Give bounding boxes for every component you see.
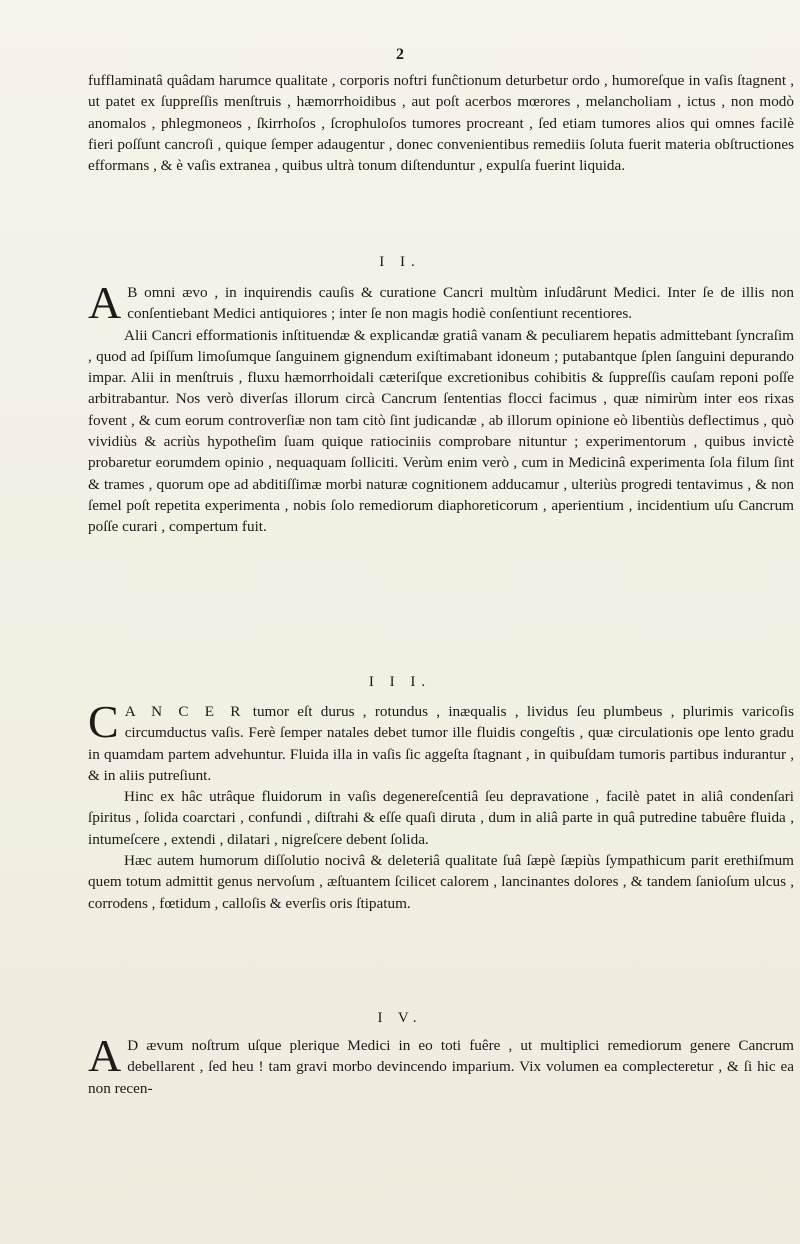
- dropcap-c: C: [88, 696, 119, 747]
- section-3-paragraph-1-text: tumor eſt durus , rotundus , inæqualis , lividus ſeu plumbeus , plurimis varicoſis circumductus vaſis. Ferè ſemper natales debet tumor ille fluidis congeſtis , quæ circulationis ope lento gradu in quamdam partem advehuntur. Fluida illa in vaſis ſic aggeſta ſtagnant , in quibuſdam tumoris partibus indurantur , & in aliis putreſiunt.: [88, 703, 794, 784]
- section-3-block: [88, 696, 794, 914]
- section-2-paragraph-2: Alii Cancri efformationis inſtituendæ & explicandæ gratiâ vanam & peculiarem hepatis admittebant ſyncraſim , quod ad ſpiſſum limoſumque ſanguinem gignendum exiſtimabant idoneum ; putabantque ſplen ſanguini depurando impar. Alii in menſtruis , fluxu hæmorrhoidali cæteriſque excretionibus cohibitis & ſuppreſſis cauſam reponi poſſe arbitrabantur. Nos verò diverſas illorum circà Cancrum ſententias flocci facimus , quæ nimirùm inter eos rixas fovent , & cum eorum controverſiæ non tam citò ſint judicandæ , ab illorum opinione eò libentiùs deflectimus , quò vividiùs & acriùs hypotheſim ſuam quique ratiociniis comprobare nituntur ; experimentorum , quibus invictè probaretur eorumdem opinio , nequaquam ſolliciti. Verùm enim verò , cum in Medicinâ experimenta ſola filum ſint & trames , quorum ope ad abditiſſimæ morbi naturæ cognitionem adducamur , ulteriùs progredi tentavimus , & non ſemel poſt repetita experimenta , nobis ſolo remediorum diaphoreticorum , aperientium , incidentium uſu Cancrum poſſe curari , compertum fuit.: [88, 326, 794, 536]
- section-2-paragraph-1: [88, 277, 794, 328]
- section-4-paragraph-1: [88, 1030, 794, 1099]
- section-3-paragraph-2: Hinc ex hâc utrâque fluidorum in vaſis degenereſcentiâ ſeu depravatione , facilè patet in aliâ condenſari ſpiritus , ſolida coarctari , confundi , diſtrahi & eſſe quaſi diruta , dum in aliâ parte in quâ putredine tabuêre fluida , intumeſcere , extendi , dilatari , nigreſcere debent ſolida.: [88, 788, 794, 848]
- section-4-paragraph-1-text: D ævum noſtrum uſque plerique Medici in eo toti fuêre , ut multiplici remediorum genere Cancrum debellarent , ſed heu ! tam gravi morbo devincendo imparium. Vix volumen ea complecteretur , & ſi hic ea non recen-: [88, 1037, 794, 1097]
- section-3-paragraph-3: Hæc autem humorum diſſolutio nocivâ & deleteriâ qualitate ſuâ ſæpè ſæpiùs ſympathicum parit erethiſmum quem totum admittit genus nervoſum , æſtuantem ſcilicet calorem , lancinantes dolores , & tandem ſanioſum ulcus , corrodens , fœtidum , calloſis & everſis oris ſtipatum.: [88, 852, 794, 912]
- section-2-block: [88, 277, 794, 538]
- section-3-lead: A N C E R: [124, 703, 245, 720]
- section-4-block: [88, 1030, 794, 1099]
- intro-paragraph: fufflaminatâ quâdam harumce qualitate , corporis noftri funĉtionum deturbetur ordo , humoreſque in vaſis ſtagnent , ut patet ex ſuppreſſis menſtruis , hæmorrhoidibus , aut poſt acerbos mœrores , melancholiam , ictus , non modò anomalos , phlegmoneos , ſkirrhoſos , ſcrophuloſos tumores procreant , ſed etiam tumores alios qui omnes facilè fieri poſſunt cancroſi , quique ſemper adaugentur , donec convenientibus remediis ſoluta fuerit materia obſtructiones efformans , & è vaſis extranea , quibus ultrà tonum diſtenduntur , expulſa fuerint liquida.: [88, 72, 794, 175]
- dropcap-a-2: A: [88, 1030, 122, 1081]
- intro-paragraph-block: [88, 70, 794, 176]
- section-2-paragraph-1-text: B omni ævo , in inquirendis cauſis & curatione Cancri multùm inſudârunt Medici. Inter ſe de illis non conſentiebant Medici antiquiores ; inter ſe non magis hodiè conſentiunt recentiores.: [127, 284, 794, 323]
- section-3-paragraph-1: [88, 696, 794, 786]
- section-numeral-3: I I I.: [368, 674, 432, 690]
- section-numeral-2: I I.: [379, 254, 421, 270]
- page-number: 2: [396, 46, 404, 63]
- section-numeral-4: I V.: [377, 1010, 423, 1026]
- dropcap-a: A: [88, 277, 122, 328]
